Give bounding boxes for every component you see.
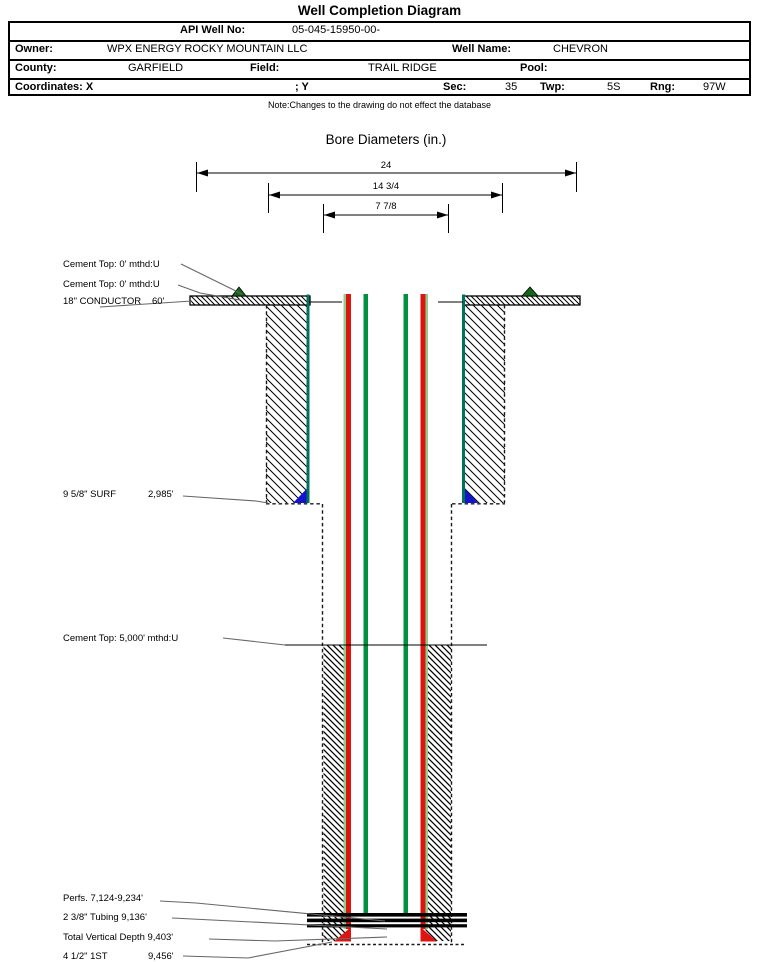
cement-top-1-label: Cement Top: 0' mthd:U bbox=[63, 259, 160, 270]
dim24-left-arrow bbox=[197, 170, 208, 177]
surface-cement-column-right bbox=[463, 305, 505, 503]
casing-1st-right bbox=[421, 294, 426, 929]
cement-top-2-label: Cement Top: 0' mthd:U bbox=[63, 279, 160, 290]
leader-tvd bbox=[209, 937, 387, 941]
dim7-right-arrow bbox=[437, 212, 448, 219]
county-value: GARFIELD bbox=[128, 62, 184, 74]
rng-label: Rng: bbox=[650, 81, 676, 93]
surf-depth: 2,985' bbox=[148, 489, 174, 500]
surf-label: 9 5/8" SURF bbox=[63, 489, 117, 500]
dim7-label: 7 7/8 bbox=[375, 201, 397, 212]
dim24-right-arrow bbox=[565, 170, 576, 177]
perforation-bars bbox=[307, 913, 467, 927]
well-name-label: Well Name: bbox=[452, 43, 512, 55]
conductor-strip-left bbox=[190, 296, 310, 305]
casing-1st-label: 4 1/2" 1ST bbox=[63, 951, 108, 962]
database-note: Note:Changes to the drawing do not effect the database bbox=[268, 100, 491, 110]
perfs-label: Perfs. 7,124-9,234' bbox=[63, 893, 143, 904]
pool-label: Pool: bbox=[520, 62, 548, 74]
county-label: County: bbox=[15, 62, 57, 74]
dim14-right-arrow bbox=[491, 192, 502, 199]
api-label: API Well No: bbox=[180, 24, 246, 36]
tubing-label: 2 3/8" Tubing 9,136' bbox=[63, 912, 147, 923]
bore-diameters-title: Bore Diameters (in.) bbox=[325, 132, 447, 147]
field-value: TRAIL RIDGE bbox=[368, 62, 437, 74]
dim7-left-arrow bbox=[324, 212, 335, 219]
owner-value: WPX ENERGY ROCKY MOUNTAIN LLC bbox=[107, 43, 308, 55]
tubing-right bbox=[404, 294, 409, 913]
twp-value: 5S bbox=[607, 81, 621, 93]
production-cement-right bbox=[426, 645, 452, 941]
sec-label: Sec: bbox=[443, 81, 467, 93]
tubing-left bbox=[364, 294, 369, 913]
page-title: Well Completion Diagram bbox=[297, 3, 462, 18]
owner-label: Owner: bbox=[15, 43, 53, 55]
leader-surf bbox=[183, 496, 268, 503]
casing-1st-depth: 9,456' bbox=[148, 951, 174, 962]
dim24-label: 24 bbox=[380, 160, 392, 171]
twp-label: Twp: bbox=[540, 81, 565, 93]
production-cement-left bbox=[324, 645, 347, 941]
coordinates-label: Coordinates: X bbox=[15, 81, 94, 93]
cement-top-marker-right bbox=[522, 287, 538, 296]
leader-perfs bbox=[160, 901, 385, 921]
conductor-depth: 60' bbox=[152, 296, 165, 307]
leader-cement-top-3 bbox=[223, 638, 285, 645]
surface-cement-column-left bbox=[266, 305, 308, 503]
conductor-label: 18" CONDUCTOR bbox=[63, 296, 142, 307]
cement-top-marker-left bbox=[232, 287, 246, 296]
casing-1st-outline-right bbox=[426, 294, 429, 929]
well-name-value: CHEVRON bbox=[553, 43, 609, 55]
conductor-strip-right bbox=[463, 296, 580, 305]
casing-1st-outline-left bbox=[344, 294, 347, 929]
api-value: 05-045-15950-00- bbox=[292, 24, 381, 36]
dim14-left-arrow bbox=[269, 192, 280, 199]
casing-1st-left bbox=[346, 294, 351, 929]
cement-top-3-label: Cement Top: 5,000' mthd:U bbox=[63, 633, 179, 644]
tvd-label: Total Vertical Depth 9,403' bbox=[63, 932, 174, 943]
coordinates-y-label: ; Y bbox=[295, 81, 309, 93]
rng-value: 97W bbox=[703, 81, 726, 93]
sec-value: 35 bbox=[505, 81, 518, 93]
dim14-label: 14 3/4 bbox=[372, 181, 400, 192]
field-label: Field: bbox=[250, 62, 280, 74]
bore-diameters-block bbox=[197, 132, 577, 233]
